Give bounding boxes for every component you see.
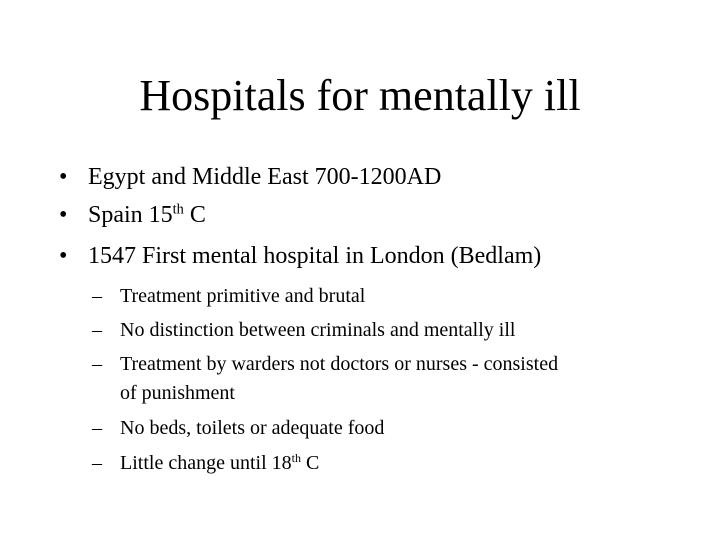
dash-marker: – (92, 319, 102, 341)
ordinal-suffix: th (291, 450, 301, 465)
sub-bullet-text: No distinction between criminals and mentally ill (120, 319, 516, 341)
bullet-text-main: Spain 15 (88, 202, 173, 228)
sub-bullet-text (120, 449, 319, 478)
bullet-text (88, 198, 206, 232)
sub-bullet-text-continued: of punishment (120, 382, 235, 404)
dash-marker: – (92, 417, 102, 439)
bullet-marker: • (59, 243, 68, 269)
bullet-marker: • (59, 164, 68, 190)
sub-bullet-text: Treatment by warders not doctors or nurses - consisted (120, 353, 559, 375)
bullet-text: 1547 First mental hospital in London (Bedlam) (88, 243, 542, 269)
dash-marker: – (92, 285, 102, 307)
sub-bullet-text: No beds, toilets or adequate food (120, 417, 385, 439)
sub-bullet-text: Treatment primitive and brutal (120, 285, 366, 307)
slide-title: Hospitals for mentally ill (139, 71, 581, 120)
ordinal-suffix: th (172, 201, 184, 218)
dash-marker: – (92, 452, 102, 474)
sub-bullet-text-after: C (300, 452, 320, 474)
dash-marker: – (92, 353, 102, 375)
bullet-text-after: C (183, 202, 206, 228)
bullet-marker: • (59, 202, 68, 228)
sub-bullet-text-main: Little change until 18 (120, 452, 292, 474)
bullet-text: Egypt and Middle East 700-1200AD (88, 164, 442, 190)
